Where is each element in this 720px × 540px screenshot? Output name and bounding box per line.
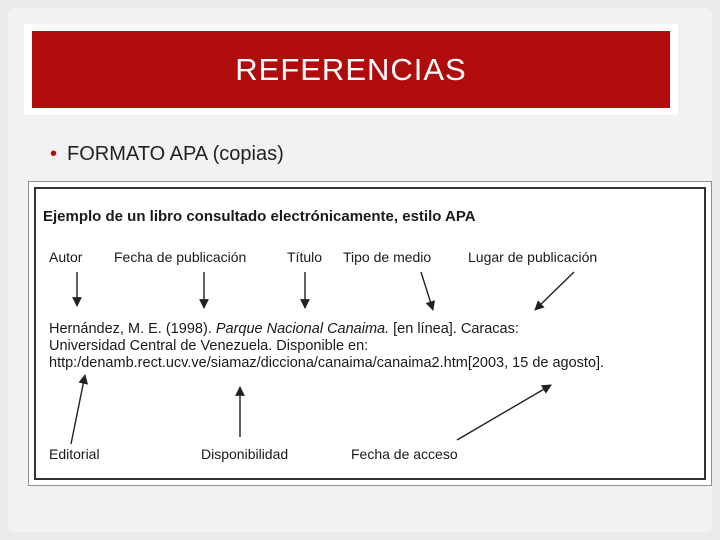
arrow-tipo-medio-icon xyxy=(421,272,433,310)
arrow-editorial-icon xyxy=(71,375,85,444)
reference-author: Hernández, M. E. (1998). xyxy=(49,321,216,337)
label-editorial: Editorial xyxy=(49,446,100,462)
bullet-dot-icon: • xyxy=(50,143,58,165)
figure-heading: Ejemplo de un libro consultado electrónicamente, estilo APA xyxy=(43,208,476,225)
bullet-item xyxy=(50,143,284,166)
label-autor: Autor xyxy=(49,249,83,265)
label-titulo: Título xyxy=(287,249,323,265)
slide-title: REFERENCIAS xyxy=(32,31,670,108)
apa-example-figure xyxy=(28,181,712,486)
label-disponibilidad: Disponibilidad xyxy=(201,446,289,462)
label-fecha-publicacion: Fecha de publicación xyxy=(114,249,247,265)
label-fecha-acceso: Fecha de acceso xyxy=(351,446,458,462)
reference-line-3: http:/denamb.rect.ucv.ve/siamaz/dicciona/canaima/canaima2.htm[2003, 15 de agosto]. xyxy=(49,355,605,371)
reference-medium-place: [en línea]. Caracas: xyxy=(389,321,519,337)
reference-title: Parque Nacional Canaima. xyxy=(215,321,390,337)
arrow-lugar-icon xyxy=(535,272,574,310)
title-bar xyxy=(24,24,678,115)
bullet-text: FORMATO APA (copias) xyxy=(67,143,284,165)
arrow-fecha-acceso-icon xyxy=(457,385,551,440)
annotation-arrows xyxy=(29,182,711,485)
label-lugar-publicacion: Lugar de publicación xyxy=(468,249,598,265)
reference-line-2: Universidad Central de Venezuela. Disponible en: xyxy=(49,338,369,354)
label-tipo-medio: Tipo de medio xyxy=(343,249,432,265)
